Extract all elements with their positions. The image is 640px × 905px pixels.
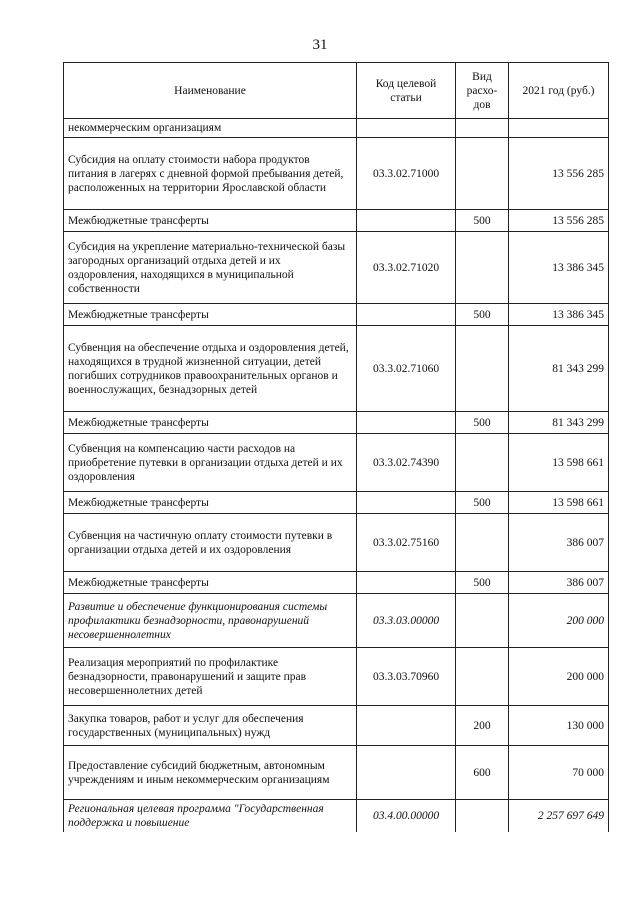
row-name-cell: Закупка товаров, работ и услуг для обеспечения государственных (муниципальных) нужд [64, 706, 357, 746]
row-name-cell: некоммерческим организациям [64, 119, 357, 138]
row-kind-cell: 600 [456, 746, 509, 800]
row-code-cell: 03.3.02.75160 [357, 514, 456, 572]
row-name-cell: Реализация мероприятий по профилактике безнадзорности, правонарушений и защите прав несовершеннолетних детей [64, 648, 357, 706]
row-amount-cell: 13 386 345 [509, 232, 609, 304]
row-name-cell: Региональная целевая программа "Государственная поддержка и повышение [64, 800, 357, 833]
row-amount-cell [509, 119, 609, 138]
table-row [64, 412, 609, 434]
row-code-cell [357, 746, 456, 800]
row-kind-cell [456, 434, 509, 492]
row-amount-cell: 13 556 285 [509, 138, 609, 210]
row-amount-cell: 386 007 [509, 514, 609, 572]
row-amount-cell: 13 386 345 [509, 304, 609, 326]
table-header-row [64, 63, 609, 119]
row-name-cell: Межбюджетные трансферты [64, 304, 357, 326]
row-name-cell: Субвенция на компенсацию части расходов на приобретение путевки в организации отдыха детей и их оздоровления [64, 434, 357, 492]
table-row [64, 326, 609, 412]
row-kind-cell [456, 594, 509, 648]
row-kind-cell: 500 [456, 210, 509, 232]
table-row [64, 434, 609, 492]
table-row [64, 492, 609, 514]
row-kind-cell [456, 800, 509, 833]
row-code-cell: 03.3.03.00000 [357, 594, 456, 648]
row-name-cell: Субвенция на обеспечение отдыха и оздоровления детей, находящихся в трудной жизненной ситуации, детей погибших сотрудников правоохранительных органов и военнослужащих, безнадзорных детей [64, 326, 357, 412]
row-kind-cell: 500 [456, 572, 509, 594]
row-kind-cell: 500 [456, 304, 509, 326]
row-kind-cell [456, 326, 509, 412]
table-row [64, 572, 609, 594]
row-code-cell [357, 572, 456, 594]
row-kind-cell [456, 232, 509, 304]
row-kind-cell [456, 648, 509, 706]
table-row [64, 232, 609, 304]
row-amount-cell: 2 257 697 649 [509, 800, 609, 833]
row-name-cell: Субвенция на частичную оплату стоимости путевки в организации отдыха детей и их оздоровления [64, 514, 357, 572]
table-row [64, 648, 609, 706]
row-amount-cell: 200 000 [509, 648, 609, 706]
row-amount-cell: 70 000 [509, 746, 609, 800]
header-code: Код целевой статьи [357, 63, 456, 119]
row-code-cell: 03.3.02.74390 [357, 434, 456, 492]
row-kind-cell: 500 [456, 412, 509, 434]
row-amount-cell: 386 007 [509, 572, 609, 594]
row-code-cell: 03.3.02.71020 [357, 232, 456, 304]
row-kind-cell [456, 514, 509, 572]
row-amount-cell: 200 000 [509, 594, 609, 648]
row-name-cell: Развитие и обеспечение функционирования системы профилактики безнадзорности, правонарушений несовершеннолетних [64, 594, 357, 648]
row-name-cell: Субсидия на укрепление материально-технической базы загородных организаций отдыха детей и их оздоровления, находящихся в муниципальной собственности [64, 232, 357, 304]
row-amount-cell: 130 000 [509, 706, 609, 746]
row-code-cell [357, 412, 456, 434]
table-row [64, 514, 609, 572]
table-body [64, 119, 609, 833]
row-name-cell: Предоставление субсидий бюджетным, автономным учреждениям и иным некоммерческим организациям [64, 746, 357, 800]
row-kind-cell [456, 119, 509, 138]
table-row [64, 706, 609, 746]
row-kind-cell: 200 [456, 706, 509, 746]
row-code-cell: 03.4.00.00000 [357, 800, 456, 833]
row-code-cell [357, 706, 456, 746]
budget-table [63, 62, 609, 832]
row-code-cell: 03.3.02.71060 [357, 326, 456, 412]
table-row [64, 119, 609, 138]
header-kind: Вид расхо-дов [456, 63, 509, 119]
row-code-cell [357, 210, 456, 232]
row-amount-cell: 13 598 661 [509, 434, 609, 492]
row-amount-cell: 81 343 299 [509, 412, 609, 434]
table-row [64, 594, 609, 648]
page-number: 31 [312, 37, 328, 53]
header-amount: 2021 год (руб.) [509, 63, 609, 119]
row-name-cell: Межбюджетные трансферты [64, 412, 357, 434]
row-kind-cell: 500 [456, 492, 509, 514]
table-row [64, 304, 609, 326]
row-amount-cell: 81 343 299 [509, 326, 609, 412]
row-code-cell [357, 492, 456, 514]
table-row [64, 746, 609, 800]
table-row [64, 210, 609, 232]
row-name-cell: Субсидия на оплату стоимости набора продуктов питания в лагерях с дневной формой пребывания детей, расположенных на территории Ярославской области [64, 138, 357, 210]
row-kind-cell [456, 138, 509, 210]
row-code-cell: 03.3.03.70960 [357, 648, 456, 706]
header-name: Наименование [64, 63, 357, 119]
table-row [64, 138, 609, 210]
row-amount-cell: 13 556 285 [509, 210, 609, 232]
table-row [64, 800, 609, 833]
row-code-cell [357, 119, 456, 138]
row-amount-cell: 13 598 661 [509, 492, 609, 514]
row-code-cell [357, 304, 456, 326]
row-name-cell: Межбюджетные трансферты [64, 572, 357, 594]
row-name-cell: Межбюджетные трансферты [64, 210, 357, 232]
row-name-cell: Межбюджетные трансферты [64, 492, 357, 514]
row-code-cell: 03.3.02.71000 [357, 138, 456, 210]
